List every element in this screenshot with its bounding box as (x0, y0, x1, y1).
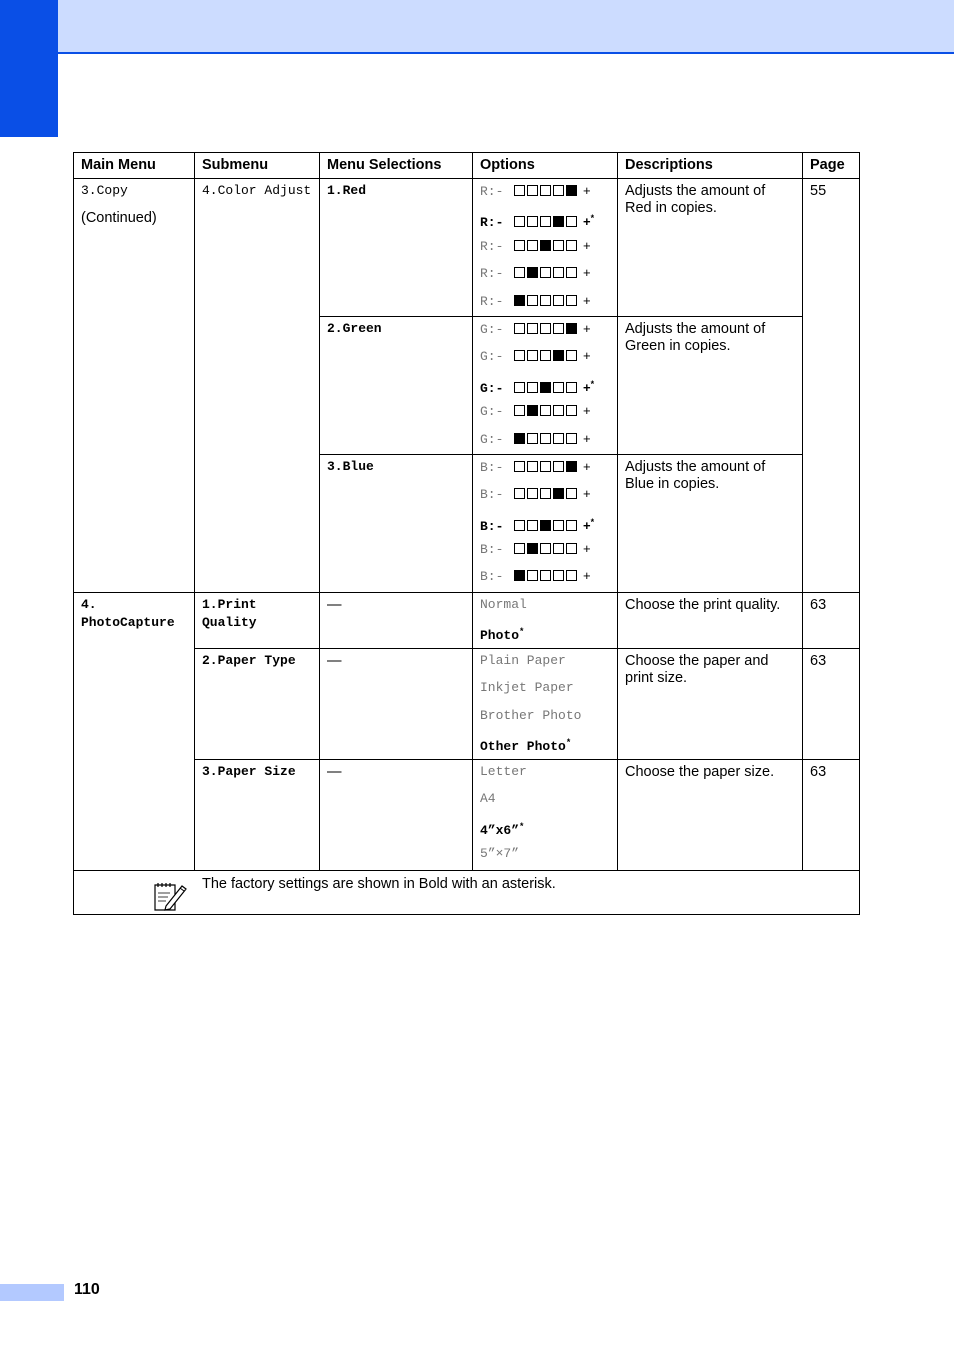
level-marker-empty (553, 382, 564, 393)
submenu-print-quality: 1.Print Quality (195, 592, 320, 648)
level-marker-empty (514, 240, 525, 251)
option-level (480, 317, 610, 344)
main-menu-copy: 3.Copy (Continued) (74, 179, 195, 593)
level-marker-empty (514, 488, 525, 499)
options-green (473, 316, 618, 454)
level-marker-filled (566, 461, 577, 472)
plus-sign: +* (583, 213, 595, 230)
description-paper-type: Choose the paper and print size. (618, 648, 803, 759)
option-item: Normal (480, 596, 527, 612)
note-row (74, 870, 860, 914)
page-number: 110 (74, 1281, 100, 1298)
submenu-paper-type: 2.Paper Type (195, 648, 320, 759)
level-marker-filled (514, 433, 525, 444)
page-number-band (0, 1284, 64, 1301)
level-marker-empty (527, 323, 538, 334)
level-marker-filled (553, 488, 564, 499)
level-marker-empty (527, 382, 538, 393)
level-marker-empty (527, 520, 538, 531)
level-marker-empty (553, 433, 564, 444)
selection-dash: — (320, 592, 473, 648)
level-marker-empty (553, 570, 564, 581)
description-red: Adjusts the amount of Red in copies. (618, 179, 803, 317)
option-item: 5”×7” (480, 846, 520, 862)
table-row (74, 179, 860, 317)
level-marker-empty (514, 543, 525, 554)
level-marker-empty (553, 267, 564, 278)
level-marker-empty (514, 520, 525, 531)
page-color-adjust: 55 (803, 179, 860, 593)
col-options: Options (473, 153, 618, 179)
level-marker-empty (527, 350, 538, 361)
level-marker-empty (553, 461, 564, 472)
option-item: Photo* (480, 627, 525, 644)
level-marker-empty (540, 185, 551, 196)
col-main-menu: Main Menu (74, 153, 195, 179)
level-marker-empty (514, 323, 525, 334)
level-marker-filled (553, 350, 564, 361)
level-marker-empty (540, 216, 551, 227)
level-marker-filled (540, 520, 551, 531)
level-marker-empty (566, 350, 577, 361)
level-marker-filled (540, 382, 551, 393)
plus-sign: + (583, 320, 591, 336)
level-marker-empty (566, 488, 577, 499)
level-marker-empty (540, 295, 551, 306)
option-level (480, 537, 610, 564)
option-item: Plain Paper (480, 652, 566, 668)
level-marker-empty (514, 382, 525, 393)
description-blue: Adjusts the amount of Blue in copies. (618, 454, 803, 592)
plus-sign: +* (583, 378, 595, 395)
page-paper-size: 63 (803, 759, 860, 870)
plus-sign: + (583, 348, 591, 364)
option-level (480, 510, 610, 537)
option-level (480, 564, 610, 591)
level-marker-empty (553, 323, 564, 334)
option-level (480, 179, 610, 206)
plus-sign: + (583, 403, 591, 419)
option-prefix: R:- (480, 184, 504, 199)
option-level (480, 482, 610, 509)
level-marker-empty (540, 570, 551, 581)
default-asterisk: * (519, 821, 525, 832)
level-marker-empty (514, 185, 525, 196)
level-marker-filled (514, 570, 525, 581)
option-prefix: R:- (480, 266, 504, 282)
plus-sign: + (583, 292, 591, 308)
level-marker-filled (553, 216, 564, 227)
chapter-tab (0, 0, 58, 137)
level-marker-empty (527, 240, 538, 251)
col-page: Page (803, 153, 860, 179)
level-marker-filled (566, 323, 577, 334)
table-header-row (74, 153, 860, 179)
col-descriptions: Descriptions (618, 153, 803, 179)
option-prefix: B:- (480, 487, 504, 503)
level-marker-empty (527, 216, 538, 227)
level-marker-filled (540, 240, 551, 251)
option-prefix: B:- (480, 569, 504, 585)
level-marker-empty (540, 488, 551, 499)
option-item: Brother Photo (480, 707, 582, 723)
level-marker-empty (553, 185, 564, 196)
plus-sign: + (583, 183, 591, 198)
plus-sign: + (583, 237, 591, 253)
level-marker-empty (566, 267, 577, 278)
default-asterisk: * (590, 378, 595, 389)
option-prefix: R:- (480, 293, 504, 309)
level-marker-empty (527, 461, 538, 472)
option-level (480, 372, 610, 399)
level-marker-empty (514, 461, 525, 472)
option-item: Inkjet Paper (480, 680, 574, 696)
option-prefix: G:- (480, 404, 504, 420)
option-level (480, 234, 610, 261)
level-marker-empty (553, 543, 564, 554)
note-pencil-icon (152, 879, 188, 913)
level-marker-empty (514, 267, 525, 278)
default-asterisk: * (590, 213, 595, 224)
description-print-quality: Choose the print quality. (618, 592, 803, 648)
option-level (480, 289, 610, 316)
menu-table (73, 152, 860, 915)
plus-sign: + (583, 430, 591, 446)
plus-sign: + (583, 265, 591, 281)
level-marker-empty (514, 216, 525, 227)
level-marker-empty (566, 382, 577, 393)
option-item: 4”x6”* (480, 821, 525, 838)
level-marker-empty (566, 570, 577, 581)
table-row (74, 592, 860, 648)
level-marker-empty (527, 185, 538, 196)
plus-sign: + (583, 568, 591, 584)
option-level (480, 399, 610, 426)
selection-red: 1.Red (320, 179, 473, 317)
level-marker-empty (527, 570, 538, 581)
options-print-quality (473, 592, 618, 648)
option-prefix: B:- (480, 518, 504, 534)
col-submenu: Submenu (195, 153, 320, 179)
default-asterisk: * (519, 627, 525, 638)
col-menu-selections: Menu Selections (320, 153, 473, 179)
level-marker-empty (566, 543, 577, 554)
level-marker-empty (540, 433, 551, 444)
level-marker-empty (514, 350, 525, 361)
submenu-paper-size: 3.Paper Size (195, 759, 320, 870)
level-marker-empty (527, 295, 538, 306)
level-marker-empty (540, 405, 551, 416)
description-paper-size: Choose the paper size. (618, 759, 803, 870)
option-level (480, 455, 610, 482)
level-marker-empty (527, 433, 538, 444)
options-paper-size (473, 759, 618, 870)
level-marker-empty (553, 295, 564, 306)
selection-dash: — (320, 648, 473, 759)
level-marker-empty (566, 433, 577, 444)
level-marker-empty (540, 323, 551, 334)
level-marker-empty (540, 461, 551, 472)
plus-sign: + (583, 486, 591, 502)
level-marker-empty (540, 350, 551, 361)
level-marker-empty (566, 240, 577, 251)
note-cell (74, 870, 860, 914)
level-marker-filled (527, 267, 538, 278)
option-prefix: G:- (480, 349, 504, 365)
option-level (480, 261, 610, 288)
option-prefix: R:- (480, 238, 504, 254)
main-menu-photocapture: 4. PhotoCapture (74, 592, 195, 870)
level-marker-filled (514, 295, 525, 306)
description-green: Adjusts the amount of Green in copies. (618, 316, 803, 454)
level-marker-empty (527, 488, 538, 499)
level-marker-empty (540, 543, 551, 554)
option-level (480, 344, 610, 371)
level-marker-empty (566, 520, 577, 531)
submenu-color-adjust: 4.Color Adjust (195, 179, 320, 593)
option-level (480, 427, 610, 454)
option-prefix: B:- (480, 459, 504, 475)
option-prefix: G:- (480, 431, 504, 447)
level-marker-empty (514, 405, 525, 416)
default-asterisk: * (565, 738, 572, 749)
page-paper-type: 63 (803, 648, 860, 759)
options-paper-type (473, 648, 618, 759)
level-marker-filled (527, 405, 538, 416)
selection-dash: — (320, 759, 473, 870)
plus-sign: +* (583, 516, 595, 533)
selection-green: 2.Green (320, 316, 473, 454)
level-marker-filled (527, 543, 538, 554)
level-marker-empty (553, 520, 564, 531)
plus-sign: + (583, 458, 591, 474)
plus-sign: + (583, 541, 591, 557)
level-marker-empty (566, 295, 577, 306)
option-prefix: G:- (480, 321, 504, 337)
option-item: A4 (480, 791, 496, 807)
option-level (480, 206, 610, 233)
options-blue (473, 454, 618, 592)
level-marker-filled (566, 185, 577, 196)
option-prefix: R:- (480, 215, 504, 231)
default-asterisk: * (590, 516, 595, 527)
header-band (58, 0, 954, 54)
option-prefix: B:- (480, 542, 504, 558)
option-prefix: G:- (480, 380, 504, 396)
selection-blue: 3.Blue (320, 454, 473, 592)
options-red (473, 179, 618, 317)
note-text: The factory settings are shown in Bold with an asterisk. (202, 875, 556, 892)
level-marker-empty (566, 216, 577, 227)
option-item: Letter (480, 763, 527, 779)
option-item: Other Photo* (480, 738, 572, 755)
level-marker-empty (553, 240, 564, 251)
level-marker-empty (566, 405, 577, 416)
level-marker-empty (540, 267, 551, 278)
page-print-quality: 63 (803, 592, 860, 648)
level-marker-empty (553, 405, 564, 416)
